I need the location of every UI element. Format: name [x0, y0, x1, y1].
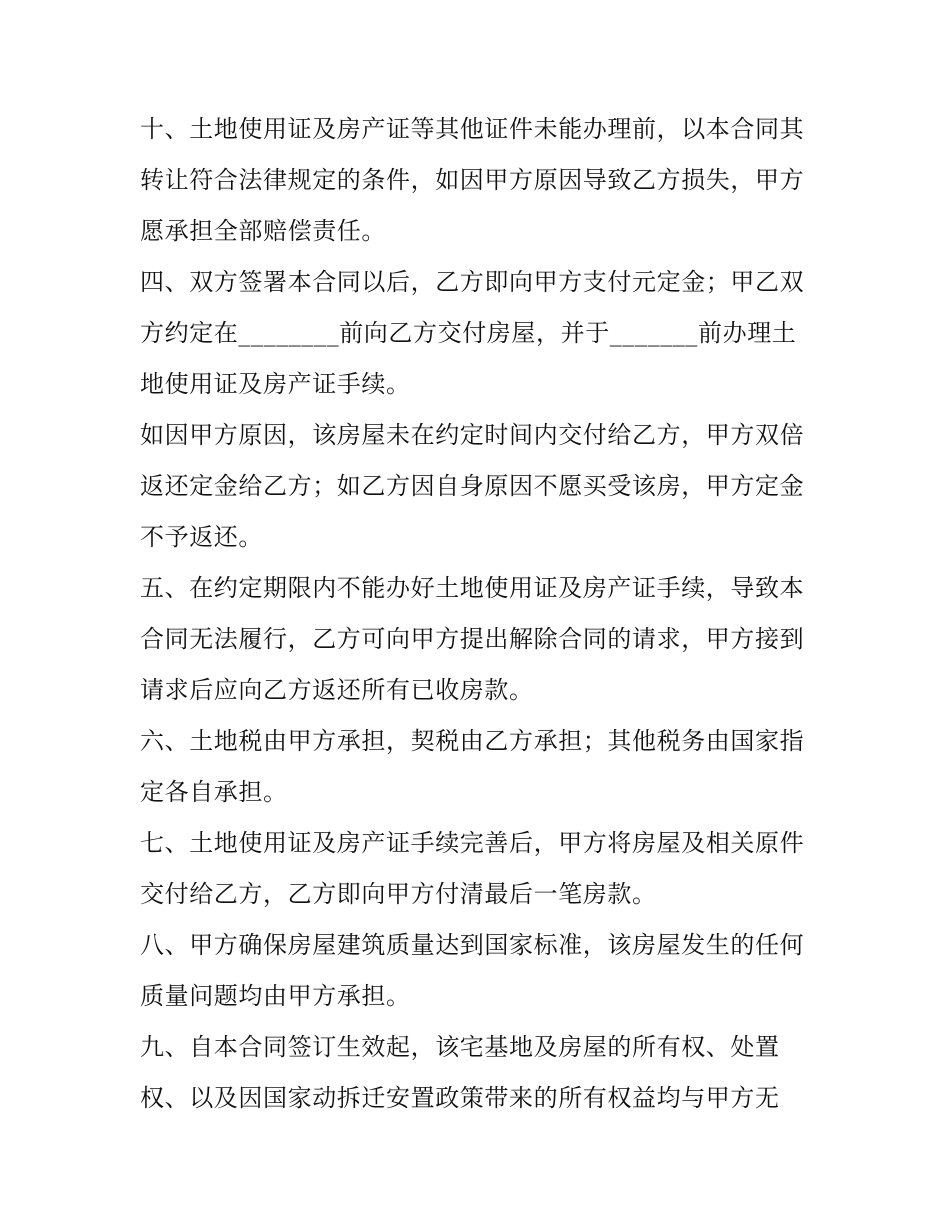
text-line: 方约定在________前向乙方交付房屋，并于_______前办理土 [140, 319, 797, 347]
text-line: 四、双方签署本合同以后，乙方即向甲方支付元定金；甲乙双 [140, 268, 805, 296]
text-line: 质量问题均由甲方承担。 [140, 982, 411, 1010]
document-body [140, 104, 820, 1124]
text-line: 愿承担全部赔偿责任。 [140, 217, 386, 245]
text-line: 七、土地使用证及房产证手续完善后，甲方将房屋及相关原件 [140, 829, 805, 857]
text-line: 地使用证及房产证手续。 [140, 370, 411, 398]
text-line: 请求后应向乙方返还所有已收房款。 [140, 676, 534, 704]
text-line: 八、甲方确保房屋建筑质量达到国家标准，该房屋发生的任何 [140, 931, 805, 959]
text-line: 定各自承担。 [140, 778, 288, 806]
text-line: 五、在约定期限内不能办好土地使用证及房产证手续，导致本 [140, 574, 805, 602]
text-line: 九、自本合同签订生效起，该宅基地及房屋的所有权、处置 [140, 1033, 780, 1061]
text-line: 如因甲方原因，该房屋未在约定时间内交付给乙方，甲方双倍 [140, 421, 805, 449]
text-line: 十、土地使用证及房产证等其他证件未能办理前，以本合同其 [140, 115, 805, 143]
text-line: 交付给乙方，乙方即向甲方付清最后一笔房款。 [140, 880, 657, 908]
text-line: 转让符合法律规定的条件，如因甲方原因导致乙方损失，甲方 [140, 166, 805, 194]
text-line: 不予返还。 [140, 523, 263, 551]
text-line: 六、土地税由甲方承担，契税由乙方承担；其他税务由国家指 [140, 727, 805, 755]
text-line: 合同无法履行，乙方可向甲方提出解除合同的请求，甲方接到 [140, 625, 805, 653]
text-line: 权、以及因国家动拆迁安置政策带来的所有权益均与甲方无 [140, 1084, 780, 1112]
text-line: 返还定金给乙方；如乙方因自身原因不愿买受该房，甲方定金 [140, 472, 805, 500]
